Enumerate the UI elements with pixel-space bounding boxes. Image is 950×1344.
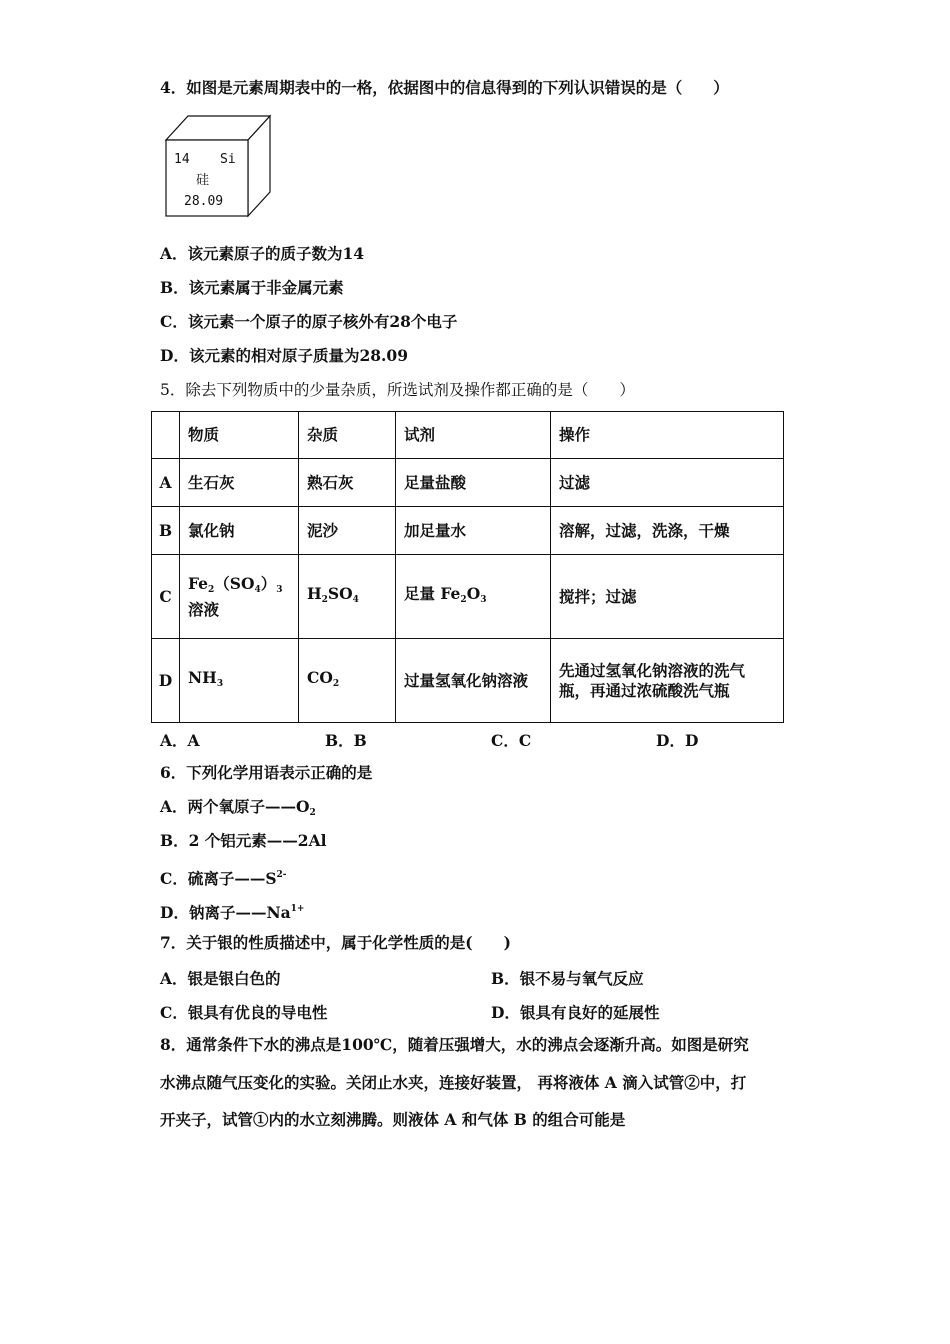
row-label: B bbox=[152, 507, 180, 555]
q7-option-b: B．银不易与氧气反应 bbox=[491, 969, 644, 988]
table-cell: 过滤 bbox=[551, 459, 784, 507]
table-cell: 泥沙 bbox=[299, 507, 396, 555]
header-cell: 操作 bbox=[551, 412, 784, 459]
q5-option-a: A．A bbox=[160, 731, 200, 750]
table-cell: 熟石灰 bbox=[299, 459, 396, 507]
table-row bbox=[152, 459, 784, 507]
atomic-mass: 28.09 bbox=[184, 194, 224, 209]
table-cell: 先通过氢氧化钠溶液的洗气 瓶，再通过浓硫酸洗气瓶 bbox=[551, 639, 784, 723]
q5-option-d: D．D bbox=[656, 731, 699, 750]
element-name: 硅 bbox=[196, 173, 210, 188]
q4-stem: 4．如图是元素周期表中的一格，依据图中的信息得到的下列认识错误的是（ ） bbox=[160, 78, 729, 97]
q5-option-b: B．B bbox=[325, 731, 367, 750]
table-cell: 氯化钠 bbox=[180, 507, 299, 555]
q4-option-d: D．该元素的相对原子质量为28.09 bbox=[160, 346, 408, 365]
atomic-number: 14 bbox=[174, 152, 190, 167]
q4-option-a: A．该元素原子的质子数为14 bbox=[160, 244, 365, 263]
table-header-row bbox=[152, 412, 784, 459]
q7-stem: 7．关于银的性质描述中，属于化学性质的是( ) bbox=[160, 933, 511, 952]
q6-option-d: D．钠离子$——Na^{1+}$ bbox=[160, 903, 305, 922]
header-cell: 杂质 bbox=[299, 412, 396, 459]
row-label: A bbox=[152, 459, 180, 507]
element-cell-figure bbox=[160, 110, 280, 222]
table-cell: 足量盐酸 bbox=[396, 459, 551, 507]
header-cell: 试剂 bbox=[396, 412, 551, 459]
table-row bbox=[152, 507, 784, 555]
q4-option-b: B．该元素属于非金属元素 bbox=[160, 278, 344, 297]
row-label: C bbox=[152, 555, 180, 639]
table-cell: 足量 $Fe_2O_3$ bbox=[396, 555, 551, 639]
q7-option-d: D．银具有良好的延展性 bbox=[491, 1003, 660, 1022]
table-cell: 搅拌；过滤 bbox=[551, 555, 784, 639]
table-row bbox=[152, 639, 784, 723]
element-symbol: Si bbox=[220, 152, 236, 167]
table-cell: $NH_3$ bbox=[180, 639, 299, 723]
q4-option-c: C．该元素一个原子的原子核外有28个电子 bbox=[160, 312, 458, 331]
table-cell: 溶解，过滤，洗涤，干燥 bbox=[551, 507, 784, 555]
q8-paragraph: 8．通常条件下水的沸点是100℃，随着压强增大，水的沸点会逐渐升高。如图是研究 水沸点随气压变化的实验。关闭止水夹，连接好装置， 再将液体 A 滴入试管②中，打 开夹子，试管①内的水立刻沸腾。则液体 A 和气体 B 的组合可能是 bbox=[160, 1035, 749, 1129]
q6-option-c: C．硫离子$——S^{2-}$ bbox=[160, 869, 287, 888]
table-cell: 生石灰 bbox=[180, 459, 299, 507]
header-cell bbox=[152, 412, 180, 459]
q7-option-a: A．银是银白色的 bbox=[160, 969, 281, 988]
table-cell: 加足量水 bbox=[396, 507, 551, 555]
table-cell: $CO_2$ bbox=[299, 639, 396, 723]
q6-stem: 6．下列化学用语表示正确的是 bbox=[160, 763, 373, 782]
table-cell: $Fe_2(SO_4)_3$ 溶液 bbox=[180, 555, 299, 639]
table-cell: 过量氢氧化钠溶液 bbox=[396, 639, 551, 723]
q6-option-b: B．2 个铝元素——2Al bbox=[160, 831, 327, 850]
q6-option-a: A．两个氧原子$——O_2$ bbox=[160, 797, 316, 818]
table-cell: $H_2SO_4$ bbox=[299, 555, 396, 639]
q7-option-c: C．银具有优良的导电性 bbox=[160, 1003, 328, 1022]
row-label: D bbox=[152, 639, 180, 723]
q5-table bbox=[151, 411, 784, 723]
q5-stem: 5．除去下列物质中的少量杂质，所选试剂及操作都正确的是（ ） bbox=[160, 381, 635, 399]
header-cell: 物质 bbox=[180, 412, 299, 459]
q5-option-c: C．C bbox=[491, 731, 532, 750]
table-row bbox=[152, 555, 784, 639]
